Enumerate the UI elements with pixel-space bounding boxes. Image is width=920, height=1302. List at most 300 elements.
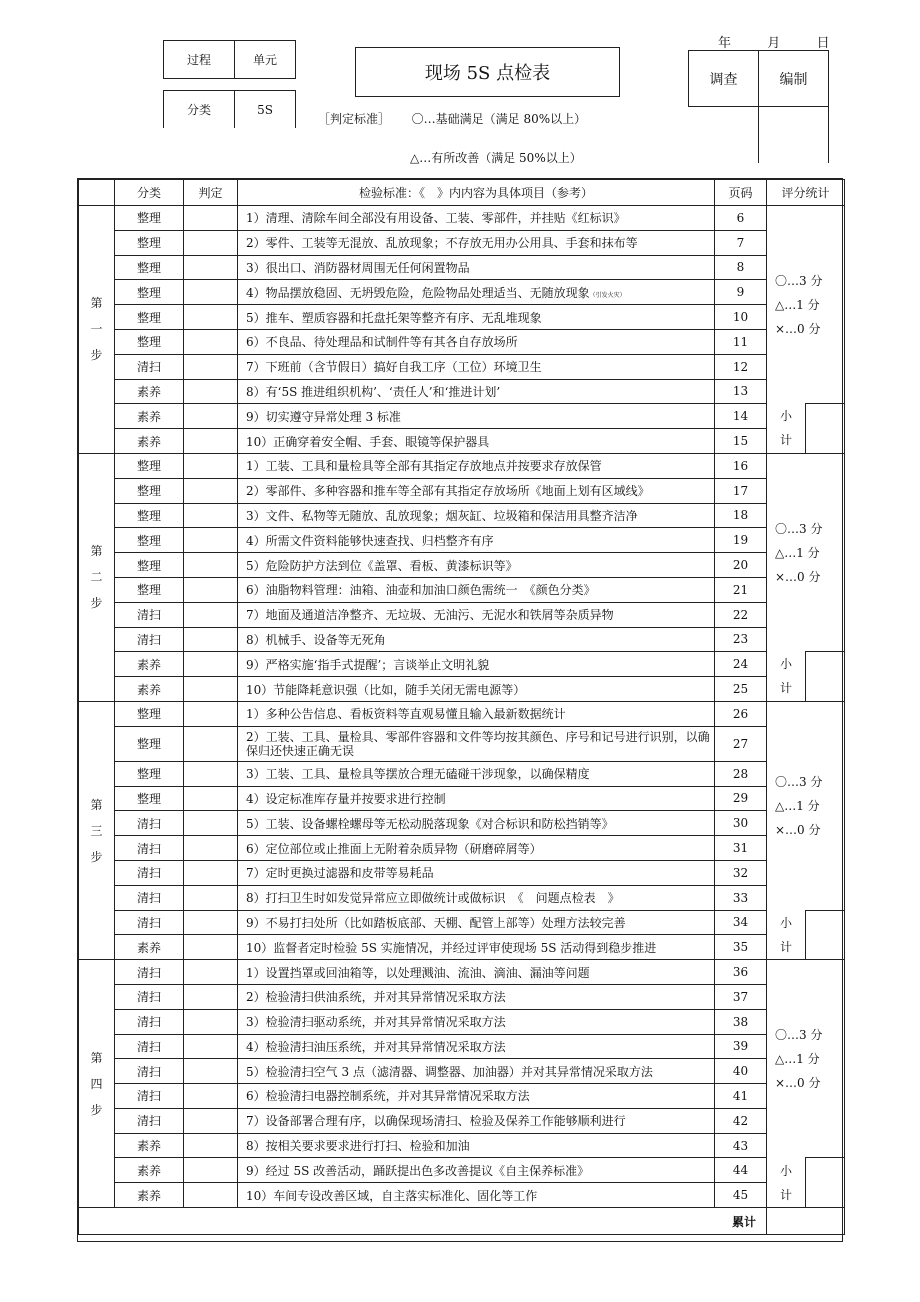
- standard-cell: [238, 577, 715, 602]
- standard-cell: [238, 836, 715, 861]
- standard-cell: [238, 1059, 715, 1084]
- standard-cell: [238, 602, 715, 627]
- category-cell: 素养: [115, 1183, 184, 1208]
- table-row: [79, 960, 845, 985]
- judge-cell[interactable]: [184, 503, 238, 528]
- standard-text: 9）切实遵守异常处理 3 标准: [246, 409, 401, 424]
- header-category: 分类: [115, 180, 184, 206]
- judge-cell[interactable]: [184, 836, 238, 861]
- judge-cell[interactable]: [184, 305, 238, 330]
- score-rules-cell: [767, 960, 845, 1158]
- judge-cell[interactable]: [184, 280, 238, 305]
- page-cell: 29: [715, 786, 767, 811]
- standard-text: 7）地面及通道洁净整齐、无垃圾、无油污、无泥水和铁屑等杂质异物: [246, 608, 614, 623]
- sign-compile-label: 编制: [758, 50, 829, 107]
- page-cell: 32: [715, 860, 767, 885]
- standard-cell: [238, 1158, 715, 1183]
- category-cell: 清扫: [115, 860, 184, 885]
- judge-cell[interactable]: [184, 1108, 238, 1133]
- date-year: 年: [718, 36, 732, 51]
- standard-text: 8）有‘5S 推进组织机构’、‘责任人’和‘推进计划’: [246, 384, 501, 399]
- table-row: [79, 528, 845, 553]
- standard-cell: [238, 786, 715, 811]
- standard-cell: [238, 1084, 715, 1109]
- category-cell: 整理: [115, 528, 184, 553]
- score-rules: [767, 1023, 844, 1095]
- standard-cell: [238, 1108, 715, 1133]
- page-cell: 27: [715, 726, 767, 761]
- criteria-improved: △…有所改善（满足 50%以上）: [410, 151, 582, 165]
- page-cell: 9: [715, 280, 767, 305]
- judge-cell[interactable]: [184, 577, 238, 602]
- step-label: [79, 792, 114, 870]
- table-row: [79, 453, 845, 478]
- score-rules-cell: [767, 701, 845, 910]
- category-cell: 整理: [115, 553, 184, 578]
- page-cell: 45: [715, 1183, 767, 1208]
- score-rules-cell: [767, 453, 845, 651]
- standard-text: 2）零部件、多种容器和推车等全部有其指定存放场所《地面上划有区域线》: [246, 484, 650, 499]
- process-value: 单元: [234, 40, 296, 79]
- score-rule: 〇…3 分: [775, 273, 823, 288]
- date-day: 日: [816, 36, 830, 51]
- step-label-char: 三: [90, 823, 103, 838]
- standard-cell: [238, 503, 715, 528]
- category-cell: 整理: [115, 453, 184, 478]
- table-row: [79, 935, 845, 960]
- header-page: 页码: [715, 180, 767, 206]
- table-row: [79, 1059, 845, 1084]
- judge-cell[interactable]: [184, 206, 238, 231]
- category-cell: 整理: [115, 726, 184, 761]
- score-rule: △…1 分: [775, 297, 820, 312]
- judge-cell[interactable]: [184, 478, 238, 503]
- category-cell: 素养: [115, 404, 184, 429]
- category-cell: 清扫: [115, 910, 184, 935]
- standard-text: 8）按相关要求要求进行打扫、检验和加油: [246, 1139, 470, 1154]
- table-row: [79, 1084, 845, 1109]
- category-cell: 清扫: [115, 1059, 184, 1084]
- step-label-char: 第: [90, 797, 103, 812]
- judge-cell[interactable]: [184, 1158, 238, 1183]
- score-rule: ×…0 分: [775, 321, 821, 336]
- standard-cell: [238, 811, 715, 836]
- judge-cell[interactable]: [184, 811, 238, 836]
- judge-cell[interactable]: [184, 1133, 238, 1158]
- criteria-satisfied: 〇…基础满足（满足 80%以上）: [411, 112, 587, 126]
- standard-text: 9）不易打扫处所（比如踏板底部、天棚、配管上部等）处理方法较完善: [246, 915, 626, 930]
- judge-cell[interactable]: [184, 1183, 238, 1208]
- standard-text: 5）危险防护方法到位《盖罩、看板、黄漆标识等》: [246, 558, 518, 573]
- category-cell: 整理: [115, 329, 184, 354]
- subtotal-label-2: 计: [779, 939, 792, 954]
- subtotal-label-cell: [767, 404, 806, 454]
- checklist-grid: [78, 179, 845, 1235]
- category-cell: 整理: [115, 206, 184, 231]
- step-label-char: 步: [90, 849, 103, 864]
- table-row: [79, 1108, 845, 1133]
- standard-text: 5）工装、设备螺栓螺母等无松动脱落现象《对合标识和防松挡销等》: [246, 816, 614, 831]
- subtotal-value-cell[interactable]: [806, 1158, 845, 1208]
- category-cell: 整理: [115, 503, 184, 528]
- table-row: [79, 503, 845, 528]
- category-value: 5S: [234, 90, 296, 128]
- category-label: 分类: [163, 90, 235, 128]
- page-cell: 23: [715, 627, 767, 652]
- table-row: [79, 1158, 845, 1183]
- score-rule: △…1 分: [775, 545, 820, 560]
- score-rule: 〇…3 分: [775, 1027, 823, 1042]
- table-row: [79, 379, 845, 404]
- judge-cell[interactable]: [184, 627, 238, 652]
- judge-cell[interactable]: [184, 701, 238, 726]
- page-cell: 26: [715, 701, 767, 726]
- page-cell: 10: [715, 305, 767, 330]
- page-cell: 8: [715, 255, 767, 280]
- standard-text: 2）工装、工具、量检具、零部件容器和文件等均按其颜色、序号和记号进行识别，以确保归还快速正确无误: [246, 729, 710, 758]
- standard-cell: [238, 1009, 715, 1034]
- score-rule: △…1 分: [775, 798, 820, 813]
- judge-cell[interactable]: [184, 1034, 238, 1059]
- standard-text: 1）清理、清除车间全部没有用设备、工装、零部件，并挂贴《红标识》: [246, 211, 626, 226]
- process-label: 过程: [163, 40, 235, 79]
- subtotal-label-1: 小: [779, 1163, 792, 1178]
- standard-text: 6）定位部位或止推面上无附着杂质异物（研磨碎屑等）: [246, 841, 542, 856]
- standard-cell: [238, 528, 715, 553]
- standard-text: 10）监督者定时检验 5S 实施情况，并经过评审使现场 5S 活动得到稳步推进: [246, 940, 657, 955]
- judge-cell[interactable]: [184, 329, 238, 354]
- page-cell: 24: [715, 652, 767, 677]
- category-cell: 素养: [115, 677, 184, 702]
- standard-text: 7）设备部署合理有序，以确保现场清扫、检验及保养工作能够顺利进行: [246, 1114, 626, 1129]
- standard-cell: [238, 627, 715, 652]
- page-cell: 18: [715, 503, 767, 528]
- standard-cell: [238, 935, 715, 960]
- table-row: [79, 984, 845, 1009]
- standard-cell: [238, 677, 715, 702]
- standard-cell: [238, 761, 715, 786]
- standard-cell: [238, 255, 715, 280]
- category-cell: 清扫: [115, 960, 184, 985]
- signature-box: [688, 50, 829, 163]
- judge-cell[interactable]: [184, 885, 238, 910]
- score-rules: [767, 269, 844, 341]
- judge-cell[interactable]: [184, 984, 238, 1009]
- step-label-char: 一: [90, 322, 103, 337]
- category-cell: 清扫: [115, 354, 184, 379]
- judge-cell[interactable]: [184, 255, 238, 280]
- judge-cell[interactable]: [184, 677, 238, 702]
- standard-text: 6）油脂物料管理：油箱、油壶和加油口颜色需统一 《颜色分类》: [246, 583, 596, 598]
- page-cell: 11: [715, 329, 767, 354]
- table-row: [79, 811, 845, 836]
- criteria-line-1: [318, 110, 586, 127]
- header-judge: 判定: [184, 180, 238, 206]
- category-cell: 整理: [115, 701, 184, 726]
- category-cell: 整理: [115, 478, 184, 503]
- standard-text: 1）多种公告信息、看板资料等直观易懂且输入最新数据统计: [246, 707, 566, 722]
- judge-cell[interactable]: [184, 1059, 238, 1084]
- standard-text: 3）工装、工具、量检具等摆放合理无磕碰干涉现象，以确保精度: [246, 767, 590, 782]
- standard-cell: [238, 478, 715, 503]
- subtotal-label-1: 小: [779, 657, 792, 672]
- standard-cell: [238, 1183, 715, 1208]
- sign-compile-field[interactable]: [758, 106, 829, 163]
- score-rule: ×…0 分: [775, 1075, 821, 1090]
- standard-text: 10）节能降耗意识强（比如，随手关闭无需电源等）: [246, 682, 526, 697]
- judge-cell[interactable]: [184, 726, 238, 761]
- standard-text: 4）检验清扫油压系统，并对其异常情况采取方法: [246, 1039, 506, 1054]
- category-cell: 清扫: [115, 836, 184, 861]
- category-cell: 清扫: [115, 602, 184, 627]
- score-rules-cell: [767, 206, 845, 404]
- standard-text: 7）定时更换过滤器和皮带等易耗品: [246, 866, 434, 881]
- page-cell: 16: [715, 453, 767, 478]
- page-cell: 37: [715, 984, 767, 1009]
- table-row: [79, 280, 845, 305]
- standard-text: 9）经过 5S 改善活动，踊跃提出色多改善提议《自主保养标准》: [246, 1163, 590, 1178]
- page-cell: 12: [715, 354, 767, 379]
- standard-cell: [238, 230, 715, 255]
- standard-text: 5）检验清扫空气 3 点（滤清器、调整器、加油器）并对其异常情况采取方法: [246, 1064, 653, 1079]
- category-cell: 整理: [115, 786, 184, 811]
- table-row: [79, 836, 845, 861]
- header-step-cell: [79, 180, 115, 206]
- category-cell: 整理: [115, 230, 184, 255]
- judge-cell[interactable]: [184, 602, 238, 627]
- step-label-char: 第: [90, 1050, 103, 1065]
- judge-cell[interactable]: [184, 1084, 238, 1109]
- table-row: [79, 206, 845, 231]
- page-cell: 25: [715, 677, 767, 702]
- checklist-table: [77, 178, 843, 1242]
- subtotal-value-cell[interactable]: [806, 652, 845, 702]
- standard-cell: [238, 652, 715, 677]
- page-cell: 38: [715, 1009, 767, 1034]
- step-label-char: 第: [90, 296, 103, 311]
- criteria-label: ［判定标准］: [318, 112, 391, 126]
- date-month: 月: [767, 36, 781, 51]
- standard-text: 6）不良品、待处理品和试制件等有其各自存放场所: [246, 335, 518, 350]
- judge-cell[interactable]: [184, 860, 238, 885]
- category-cell: 素养: [115, 379, 184, 404]
- page-cell: 34: [715, 910, 767, 935]
- standard-cell: [238, 960, 715, 985]
- table-row: [79, 305, 845, 330]
- category-cell: 素养: [115, 935, 184, 960]
- standard-text: 3）很出口、消防器材周围无任何闲置物品: [246, 260, 470, 275]
- step-label: [79, 1045, 114, 1123]
- table-row: [79, 404, 845, 429]
- category-cell: 清扫: [115, 885, 184, 910]
- category-cell: 整理: [115, 280, 184, 305]
- page-cell: 40: [715, 1059, 767, 1084]
- page-cell: 30: [715, 811, 767, 836]
- standard-cell: [238, 206, 715, 231]
- category-cell: 清扫: [115, 984, 184, 1009]
- standard-cell: [238, 885, 715, 910]
- standard-text: 4）物品摆放稳固、无坍毁危险，危险物品处理适当、无随放现象: [246, 285, 590, 300]
- standard-text: 10）正确穿着安全帽、手套、眼镜等保护器具: [246, 434, 490, 449]
- standard-cell: [238, 1034, 715, 1059]
- category-cell: 清扫: [115, 627, 184, 652]
- judge-cell[interactable]: [184, 652, 238, 677]
- standard-cell: [238, 860, 715, 885]
- judge-cell[interactable]: [184, 1009, 238, 1034]
- judge-cell[interactable]: [184, 786, 238, 811]
- standard-text: 4）设定标准库存量并按要求进行控制: [246, 791, 446, 806]
- page-cell: 7: [715, 230, 767, 255]
- step-label: [79, 538, 114, 616]
- sign-investigate-field[interactable]: [688, 106, 759, 163]
- standard-note: （引发火灾）: [589, 291, 626, 299]
- total-label: 累计: [731, 1214, 756, 1229]
- standard-cell: [238, 280, 715, 305]
- page-cell: 21: [715, 577, 767, 602]
- step-label-cell: [79, 701, 115, 959]
- step-label-cell: [79, 960, 115, 1208]
- judge-cell[interactable]: [184, 230, 238, 255]
- standard-text: 1）设置挡罩或回油箱等，以处理溅油、流油、滴油、漏油等问题: [246, 965, 590, 980]
- standard-cell: [238, 910, 715, 935]
- standard-text: 3）文件、私物等无随放、乱放现象；烟灰缸、垃圾箱和保洁用具整齐洁净: [246, 508, 638, 523]
- standard-text: 8）打扫卫生时如发觉异常应立即做统计或做标识 《 问题点检表 》: [246, 891, 620, 906]
- table-row: [79, 726, 845, 761]
- step-label: [79, 290, 114, 368]
- category-cell: 整理: [115, 255, 184, 280]
- standard-cell: [238, 553, 715, 578]
- page-cell: 14: [715, 404, 767, 429]
- standard-text: 10）车间专设改善区域，自主落实标准化、固化等工作: [246, 1188, 538, 1203]
- score-rules: [767, 770, 844, 842]
- category-cell: 清扫: [115, 1084, 184, 1109]
- category-cell: 清扫: [115, 1009, 184, 1034]
- category-cell: 素养: [115, 1158, 184, 1183]
- page-cell: 22: [715, 602, 767, 627]
- step-label-char: 四: [90, 1076, 103, 1091]
- judge-cell[interactable]: [184, 379, 238, 404]
- table-row: [79, 701, 845, 726]
- total-label-cell: [79, 1208, 767, 1235]
- table-row: [79, 761, 845, 786]
- table-row: [79, 577, 845, 602]
- judge-cell[interactable]: [184, 404, 238, 429]
- standard-cell: [238, 701, 715, 726]
- page-cell: 6: [715, 206, 767, 231]
- judge-cell[interactable]: [184, 960, 238, 985]
- step-label-cell: [79, 206, 115, 454]
- subtotal-value-cell[interactable]: [806, 404, 845, 454]
- step-label-char: 二: [90, 570, 103, 585]
- standard-text: 4）所需文件资料能够快速查找、归档整齐有序: [246, 533, 494, 548]
- judge-cell[interactable]: [184, 453, 238, 478]
- subtotal-label-2: 计: [779, 1187, 792, 1202]
- page-cell: 41: [715, 1084, 767, 1109]
- page-cell: 19: [715, 528, 767, 553]
- judge-cell[interactable]: [184, 528, 238, 553]
- page-cell: 39: [715, 1034, 767, 1059]
- page-cell: 28: [715, 761, 767, 786]
- standard-cell: [238, 379, 715, 404]
- standard-text: 8）机械手、设备等无死角: [246, 632, 386, 647]
- category-cell: 素养: [115, 1133, 184, 1158]
- score-rule: 〇…3 分: [775, 521, 823, 536]
- table-row: [79, 354, 845, 379]
- judge-cell[interactable]: [184, 910, 238, 935]
- score-rule: ×…0 分: [775, 569, 821, 584]
- page-cell: 33: [715, 885, 767, 910]
- standard-cell: [238, 305, 715, 330]
- table-row: [79, 553, 845, 578]
- subtotal-label-2: 计: [779, 681, 792, 696]
- score-rule: 〇…3 分: [775, 774, 823, 789]
- step-label-char: 第: [90, 544, 103, 559]
- judge-cell[interactable]: [184, 553, 238, 578]
- page-cell: 17: [715, 478, 767, 503]
- table-row: [79, 627, 845, 652]
- header-row: [79, 180, 845, 206]
- table-row: [79, 478, 845, 503]
- category-cell: 整理: [115, 761, 184, 786]
- page-cell: 15: [715, 429, 767, 454]
- subtotal-label-2: 计: [779, 433, 792, 448]
- subtotal-label-cell: [767, 652, 806, 702]
- step-label-char: 步: [90, 348, 103, 363]
- standard-cell: [238, 726, 715, 761]
- category-cell: 清扫: [115, 1108, 184, 1133]
- subtotal-value-cell[interactable]: [806, 910, 845, 960]
- page-cell: 42: [715, 1108, 767, 1133]
- judge-cell[interactable]: [184, 354, 238, 379]
- page-title: 现场 5S 点检表: [355, 47, 620, 97]
- page-cell: 43: [715, 1133, 767, 1158]
- step-label-char: 步: [90, 1102, 103, 1117]
- table-row: [79, 429, 845, 454]
- standard-text: 2）检验清扫供油系统，并对其异常情况采取方法: [246, 990, 506, 1005]
- category-cell: 清扫: [115, 811, 184, 836]
- page-cell: 20: [715, 553, 767, 578]
- standard-text: 2）零件、工装等无混放、乱放现象；不存放无用办公用具、手套和抹布等: [246, 236, 638, 251]
- step-label-cell: [79, 453, 115, 701]
- standard-cell: [238, 1133, 715, 1158]
- subtotal-label-cell: [767, 910, 806, 960]
- subtotal-label-cell: [767, 1158, 806, 1208]
- table-row: [79, 230, 845, 255]
- header-standard: 检验标准：《 》内内容为具体项目（参考）: [238, 180, 715, 206]
- header-score: 评分统计: [767, 180, 845, 206]
- standard-cell: [238, 404, 715, 429]
- sign-investigate-label: 调查: [688, 50, 759, 107]
- standard-text: 6）检验清扫电器控制系统，并对其异常情况采取方法: [246, 1089, 530, 1104]
- standard-cell: [238, 329, 715, 354]
- standard-text: 7）下班前（含节假日）搞好自我工序（工位）环境卫生: [246, 360, 542, 375]
- standard-cell: [238, 984, 715, 1009]
- subtotal-label-1: 小: [779, 409, 792, 424]
- standard-cell: [238, 429, 715, 454]
- table-row: [79, 1133, 845, 1158]
- page-cell: 44: [715, 1158, 767, 1183]
- table-row: [79, 677, 845, 702]
- judge-cell[interactable]: [184, 935, 238, 960]
- standard-text: 5）推车、塑质容器和托盘托架等整齐有序、无乱堆现象: [246, 310, 542, 325]
- score-rule: ×…0 分: [775, 822, 821, 837]
- category-cell: 整理: [115, 305, 184, 330]
- category-cell: 整理: [115, 577, 184, 602]
- judge-cell[interactable]: [184, 761, 238, 786]
- judge-cell[interactable]: [184, 429, 238, 454]
- total-value-cell[interactable]: [767, 1208, 845, 1235]
- category-cell: 清扫: [115, 1034, 184, 1059]
